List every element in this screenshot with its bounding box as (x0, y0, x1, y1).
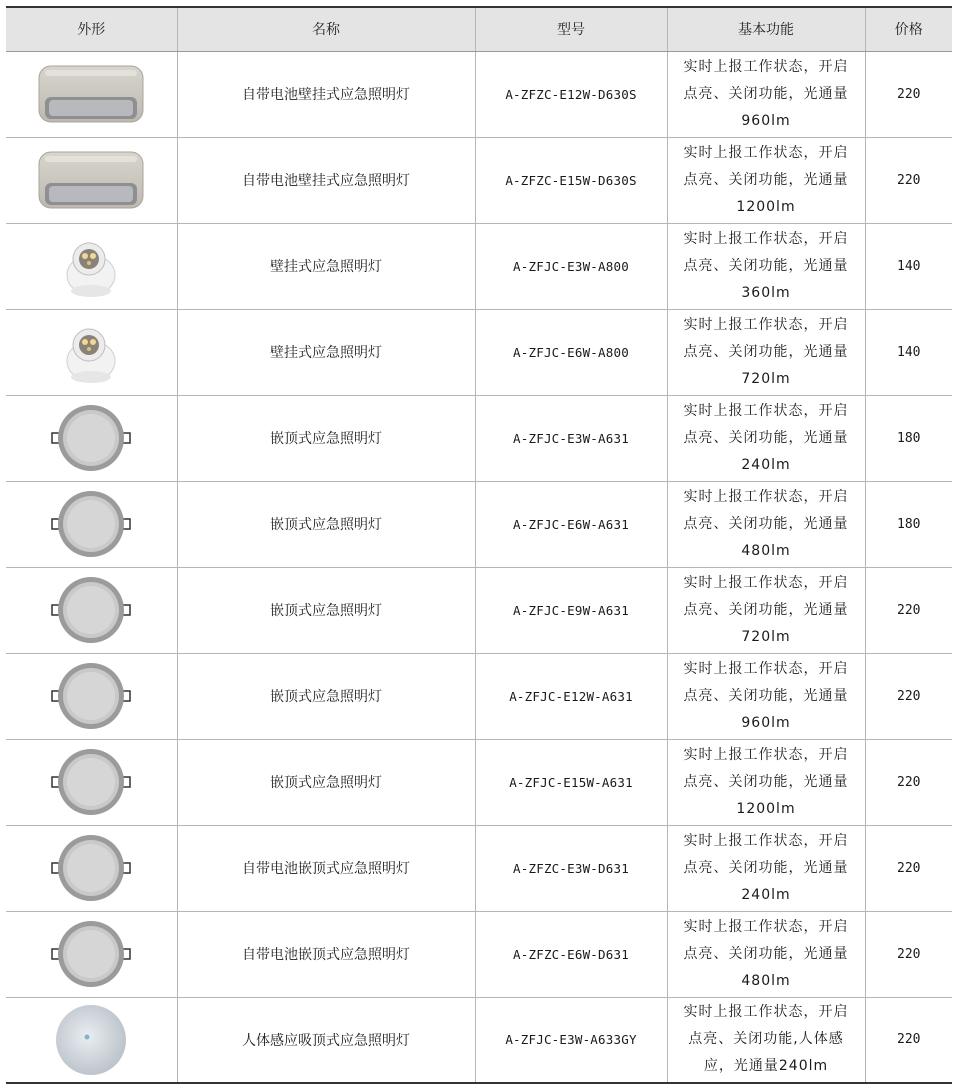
cell-name: 嵌顶式应急照明灯 (177, 567, 475, 653)
header-name: 名称 (177, 7, 475, 51)
recessed-downlight-icon (46, 833, 136, 903)
table-header (6, 7, 952, 51)
header-model: 型号 (475, 7, 667, 51)
cell-price: 140 (865, 223, 952, 309)
cell-function: 实时上报工作状态，开启点亮、关闭功能，光通量240lm (667, 395, 865, 481)
table-row (6, 137, 952, 223)
table-row (6, 825, 952, 911)
header-row (6, 7, 952, 51)
product-table-container (6, 6, 952, 1084)
wall-spotlight-icon (61, 317, 121, 387)
cell-model: A-ZFJC-E15W-A631 (475, 739, 667, 825)
cell-model: A-ZFJC-E6W-A800 (475, 309, 667, 395)
recessed-downlight-icon (46, 489, 136, 559)
cell-model: A-ZFZC-E15W-D630S (475, 137, 667, 223)
recessed-downlight-icon (46, 575, 136, 645)
cell-name: 嵌顶式应急照明灯 (177, 395, 475, 481)
cell-function: 实时上报工作状态，开启点亮、关闭功能，光通量480lm (667, 481, 865, 567)
cell-function: 实时上报工作状态，开启点亮、关闭功能，光通量1200lm (667, 739, 865, 825)
wall-spotlight-icon (61, 231, 121, 301)
cell-image (6, 739, 177, 825)
table-row (6, 567, 952, 653)
cell-name: 嵌顶式应急照明灯 (177, 739, 475, 825)
table-body (6, 51, 952, 1083)
cell-image (6, 137, 177, 223)
cell-price: 220 (865, 653, 952, 739)
recessed-downlight-icon (46, 403, 136, 473)
cell-price: 220 (865, 137, 952, 223)
cell-image (6, 395, 177, 481)
cell-model: A-ZFJC-E3W-A631 (475, 395, 667, 481)
cell-image (6, 567, 177, 653)
table-row (6, 223, 952, 309)
cell-price: 220 (865, 51, 952, 137)
cell-price: 220 (865, 825, 952, 911)
header-function: 基本功能 (667, 7, 865, 51)
cell-image (6, 309, 177, 395)
table-row (6, 51, 952, 137)
table-row (6, 395, 952, 481)
cell-model: A-ZFJC-E3W-A800 (475, 223, 667, 309)
cell-function: 实时上报工作状态，开启点亮、关闭功能，光通量720lm (667, 309, 865, 395)
cell-function: 实时上报工作状态，开启点亮、关闭功能，光通量960lm (667, 653, 865, 739)
ceiling-sensor-lamp-icon (54, 1003, 128, 1077)
table-row (6, 309, 952, 395)
cell-model: A-ZFZC-E6W-D631 (475, 911, 667, 997)
cell-price: 220 (865, 911, 952, 997)
cell-name: 壁挂式应急照明灯 (177, 223, 475, 309)
cell-name: 嵌顶式应急照明灯 (177, 653, 475, 739)
cell-name: 自带电池壁挂式应急照明灯 (177, 137, 475, 223)
cell-function: 实时上报工作状态，开启点亮、关闭功能，光通量240lm (667, 825, 865, 911)
cell-function: 实时上报工作状态，开启点亮、关闭功能，光通量360lm (667, 223, 865, 309)
cell-name: 嵌顶式应急照明灯 (177, 481, 475, 567)
cell-function: 实时上报工作状态，开启点亮、关闭功能，光通量960lm (667, 51, 865, 137)
cell-model: A-ZFJC-E6W-A631 (475, 481, 667, 567)
cell-model: A-ZFJC-E12W-A631 (475, 653, 667, 739)
table-row (6, 739, 952, 825)
product-table (6, 6, 952, 1084)
cell-function: 实时上报工作状态，开启点亮、关闭功能，光通量720lm (667, 567, 865, 653)
table-row (6, 911, 952, 997)
wall-mount-battery-lamp-icon (35, 63, 147, 125)
recessed-downlight-icon (46, 661, 136, 731)
cell-image (6, 223, 177, 309)
cell-price: 220 (865, 567, 952, 653)
wall-mount-battery-lamp-icon (35, 149, 147, 211)
table-row (6, 481, 952, 567)
cell-function: 实时上报工作状态，开启点亮、关闭功能，光通量1200lm (667, 137, 865, 223)
cell-image (6, 911, 177, 997)
cell-image (6, 481, 177, 567)
cell-name: 自带电池嵌顶式应急照明灯 (177, 911, 475, 997)
cell-image (6, 997, 177, 1083)
cell-model: A-ZFJC-E9W-A631 (475, 567, 667, 653)
cell-model: A-ZFJC-E3W-A633GY (475, 997, 667, 1083)
cell-function: 实时上报工作状态，开启点亮、关闭功能，光通量480lm (667, 911, 865, 997)
cell-image (6, 653, 177, 739)
header-image: 外形 (6, 7, 177, 51)
cell-price: 220 (865, 739, 952, 825)
cell-image (6, 825, 177, 911)
cell-model: A-ZFZC-E3W-D631 (475, 825, 667, 911)
cell-price: 180 (865, 481, 952, 567)
cell-price: 140 (865, 309, 952, 395)
cell-name: 人体感应吸顶式应急照明灯 (177, 997, 475, 1083)
recessed-downlight-icon (46, 747, 136, 817)
cell-function: 实时上报工作状态，开启点亮、关闭功能,人体感应，光通量240lm (667, 997, 865, 1083)
table-row (6, 997, 952, 1083)
cell-name: 自带电池嵌顶式应急照明灯 (177, 825, 475, 911)
header-price: 价格 (865, 7, 952, 51)
table-row (6, 653, 952, 739)
cell-image (6, 51, 177, 137)
cell-model: A-ZFZC-E12W-D630S (475, 51, 667, 137)
cell-price: 220 (865, 997, 952, 1083)
cell-price: 180 (865, 395, 952, 481)
recessed-downlight-icon (46, 919, 136, 989)
cell-name: 壁挂式应急照明灯 (177, 309, 475, 395)
cell-name: 自带电池壁挂式应急照明灯 (177, 51, 475, 137)
